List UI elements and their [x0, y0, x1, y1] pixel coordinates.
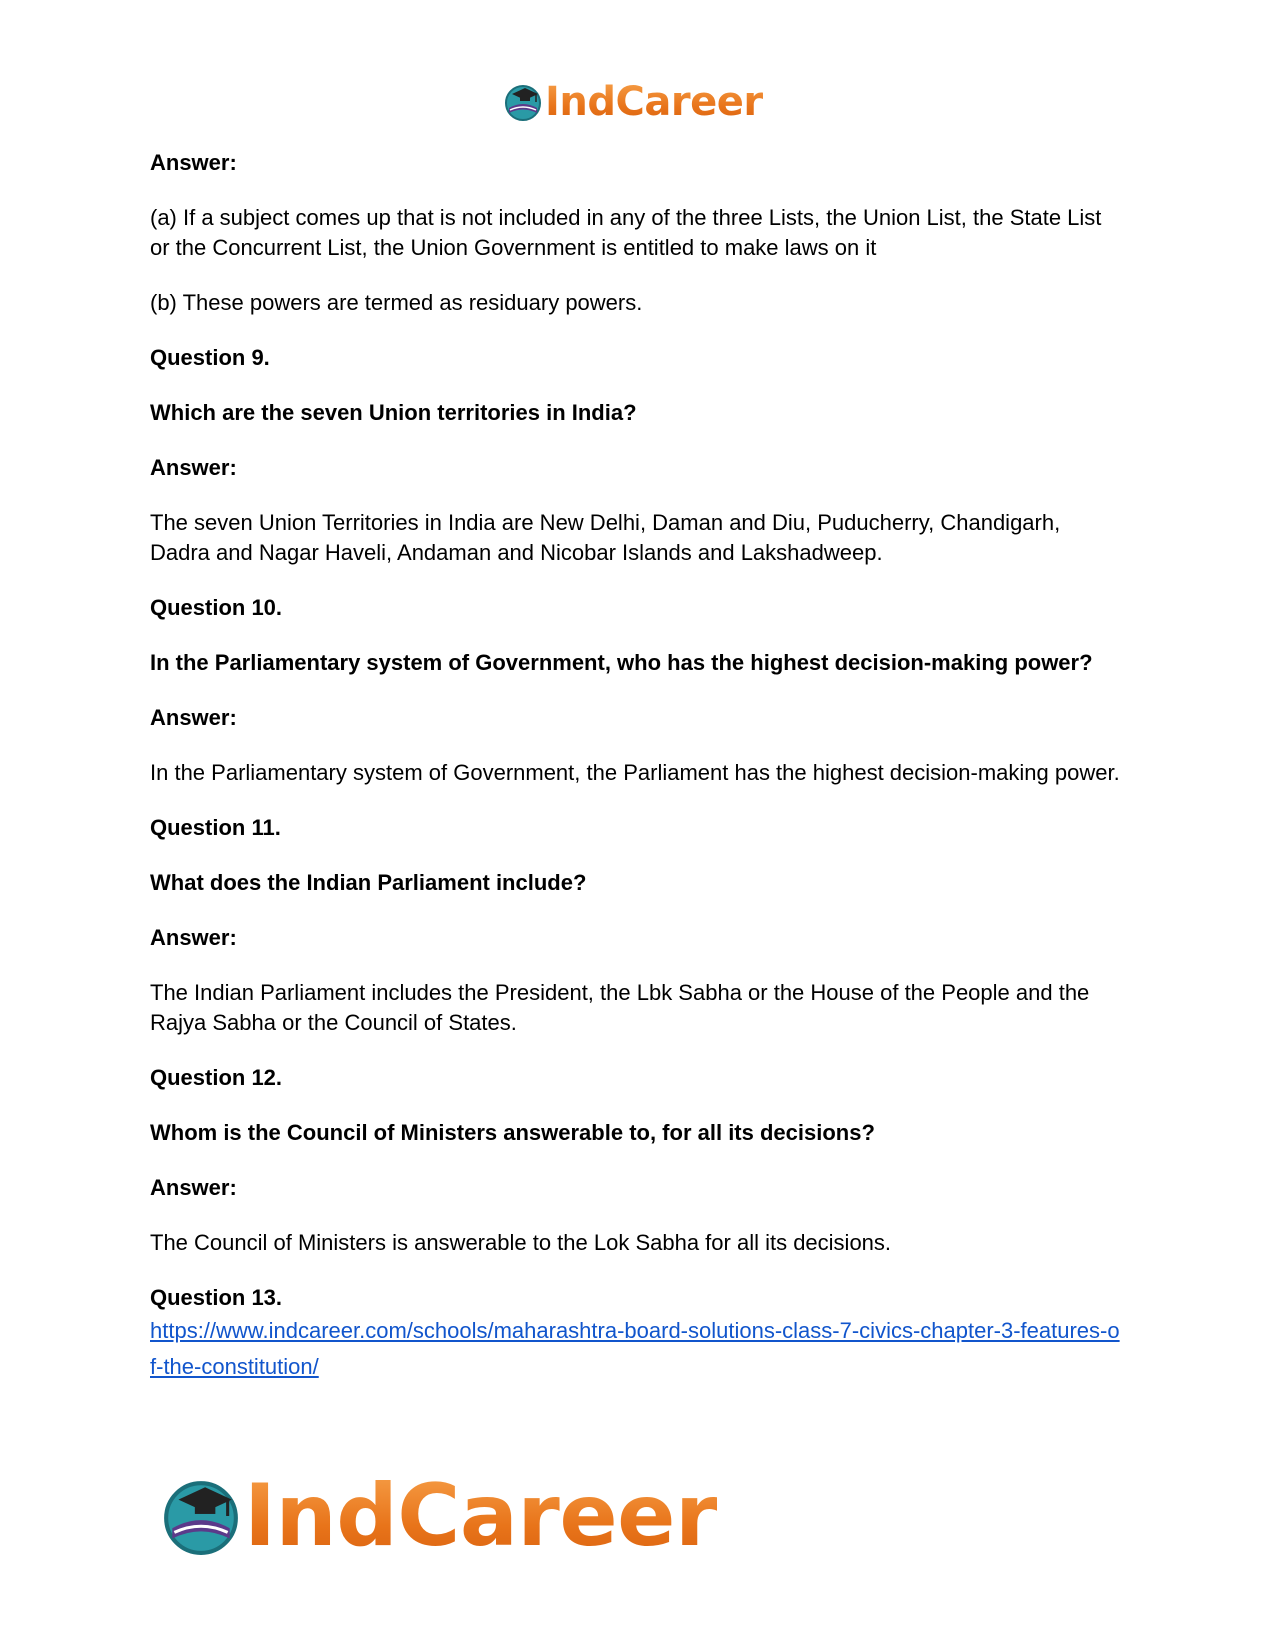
answer-text: The Council of Ministers is answerable to the Lok Sabha for all its decisions.: [150, 1230, 892, 1255]
answer-label: Answer:: [150, 925, 237, 950]
graduation-cap-book-globe-icon: [160, 1475, 242, 1557]
answer-text: (b) These powers are termed as residuary powers.: [150, 290, 643, 315]
answer-label: Answer:: [150, 455, 237, 480]
footer-link[interactable]: https://www.indcareer.com/schools/maharashtra-board-solutions-class-7-civics-chapter-3-features-of-the-constitution/: [150, 1318, 1120, 1379]
answer-text: The seven Union Territories in India are New Delhi, Daman and Diu, Puducherry, Chandigarh, Dadra and Nagar Haveli, Andaman and Nicobar Islands and Lakshadweep.: [150, 510, 1061, 565]
footer-logo-text: IndCareer: [244, 1466, 717, 1566]
question-text: Which are the seven Union territories in India?: [150, 400, 637, 425]
answer-label: Answer:: [150, 1175, 237, 1200]
question-number: Question 11.: [150, 815, 281, 840]
footer-logo: [160, 1466, 717, 1566]
answer-label: Answer:: [150, 705, 237, 730]
graduation-cap-book-globe-icon: [503, 82, 543, 122]
question-number: Question 13.: [150, 1285, 283, 1310]
answer-text: In the Parliamentary system of Government, the Parliament has the highest decision-making power.: [150, 760, 1120, 785]
answer-text: The Indian Parliament includes the President, the Lbk Sabha or the House of the People and the Rajya Sabha or the Council of States.: [150, 980, 1090, 1035]
document-body: [150, 148, 1125, 1385]
answer-label: Answer:: [150, 150, 237, 175]
question-number: Question 12.: [150, 1065, 283, 1090]
question-number: Question 10.: [150, 595, 283, 620]
header-logo: [503, 80, 763, 124]
header-logo-text: IndCareer: [545, 79, 763, 125]
question-text: What does the Indian Parliament include?: [150, 870, 587, 895]
answer-text: (a) If a subject comes up that is not included in any of the three Lists, the Union List, the State List or the Concurrent List, the Union Government is entitled to make laws on it: [150, 205, 1102, 260]
question-text: In the Parliamentary system of Government, who has the highest decision-making power?: [150, 650, 1093, 675]
question-text: Whom is the Council of Ministers answerable to, for all its decisions?: [150, 1120, 875, 1145]
question-number: Question 9.: [150, 345, 270, 370]
